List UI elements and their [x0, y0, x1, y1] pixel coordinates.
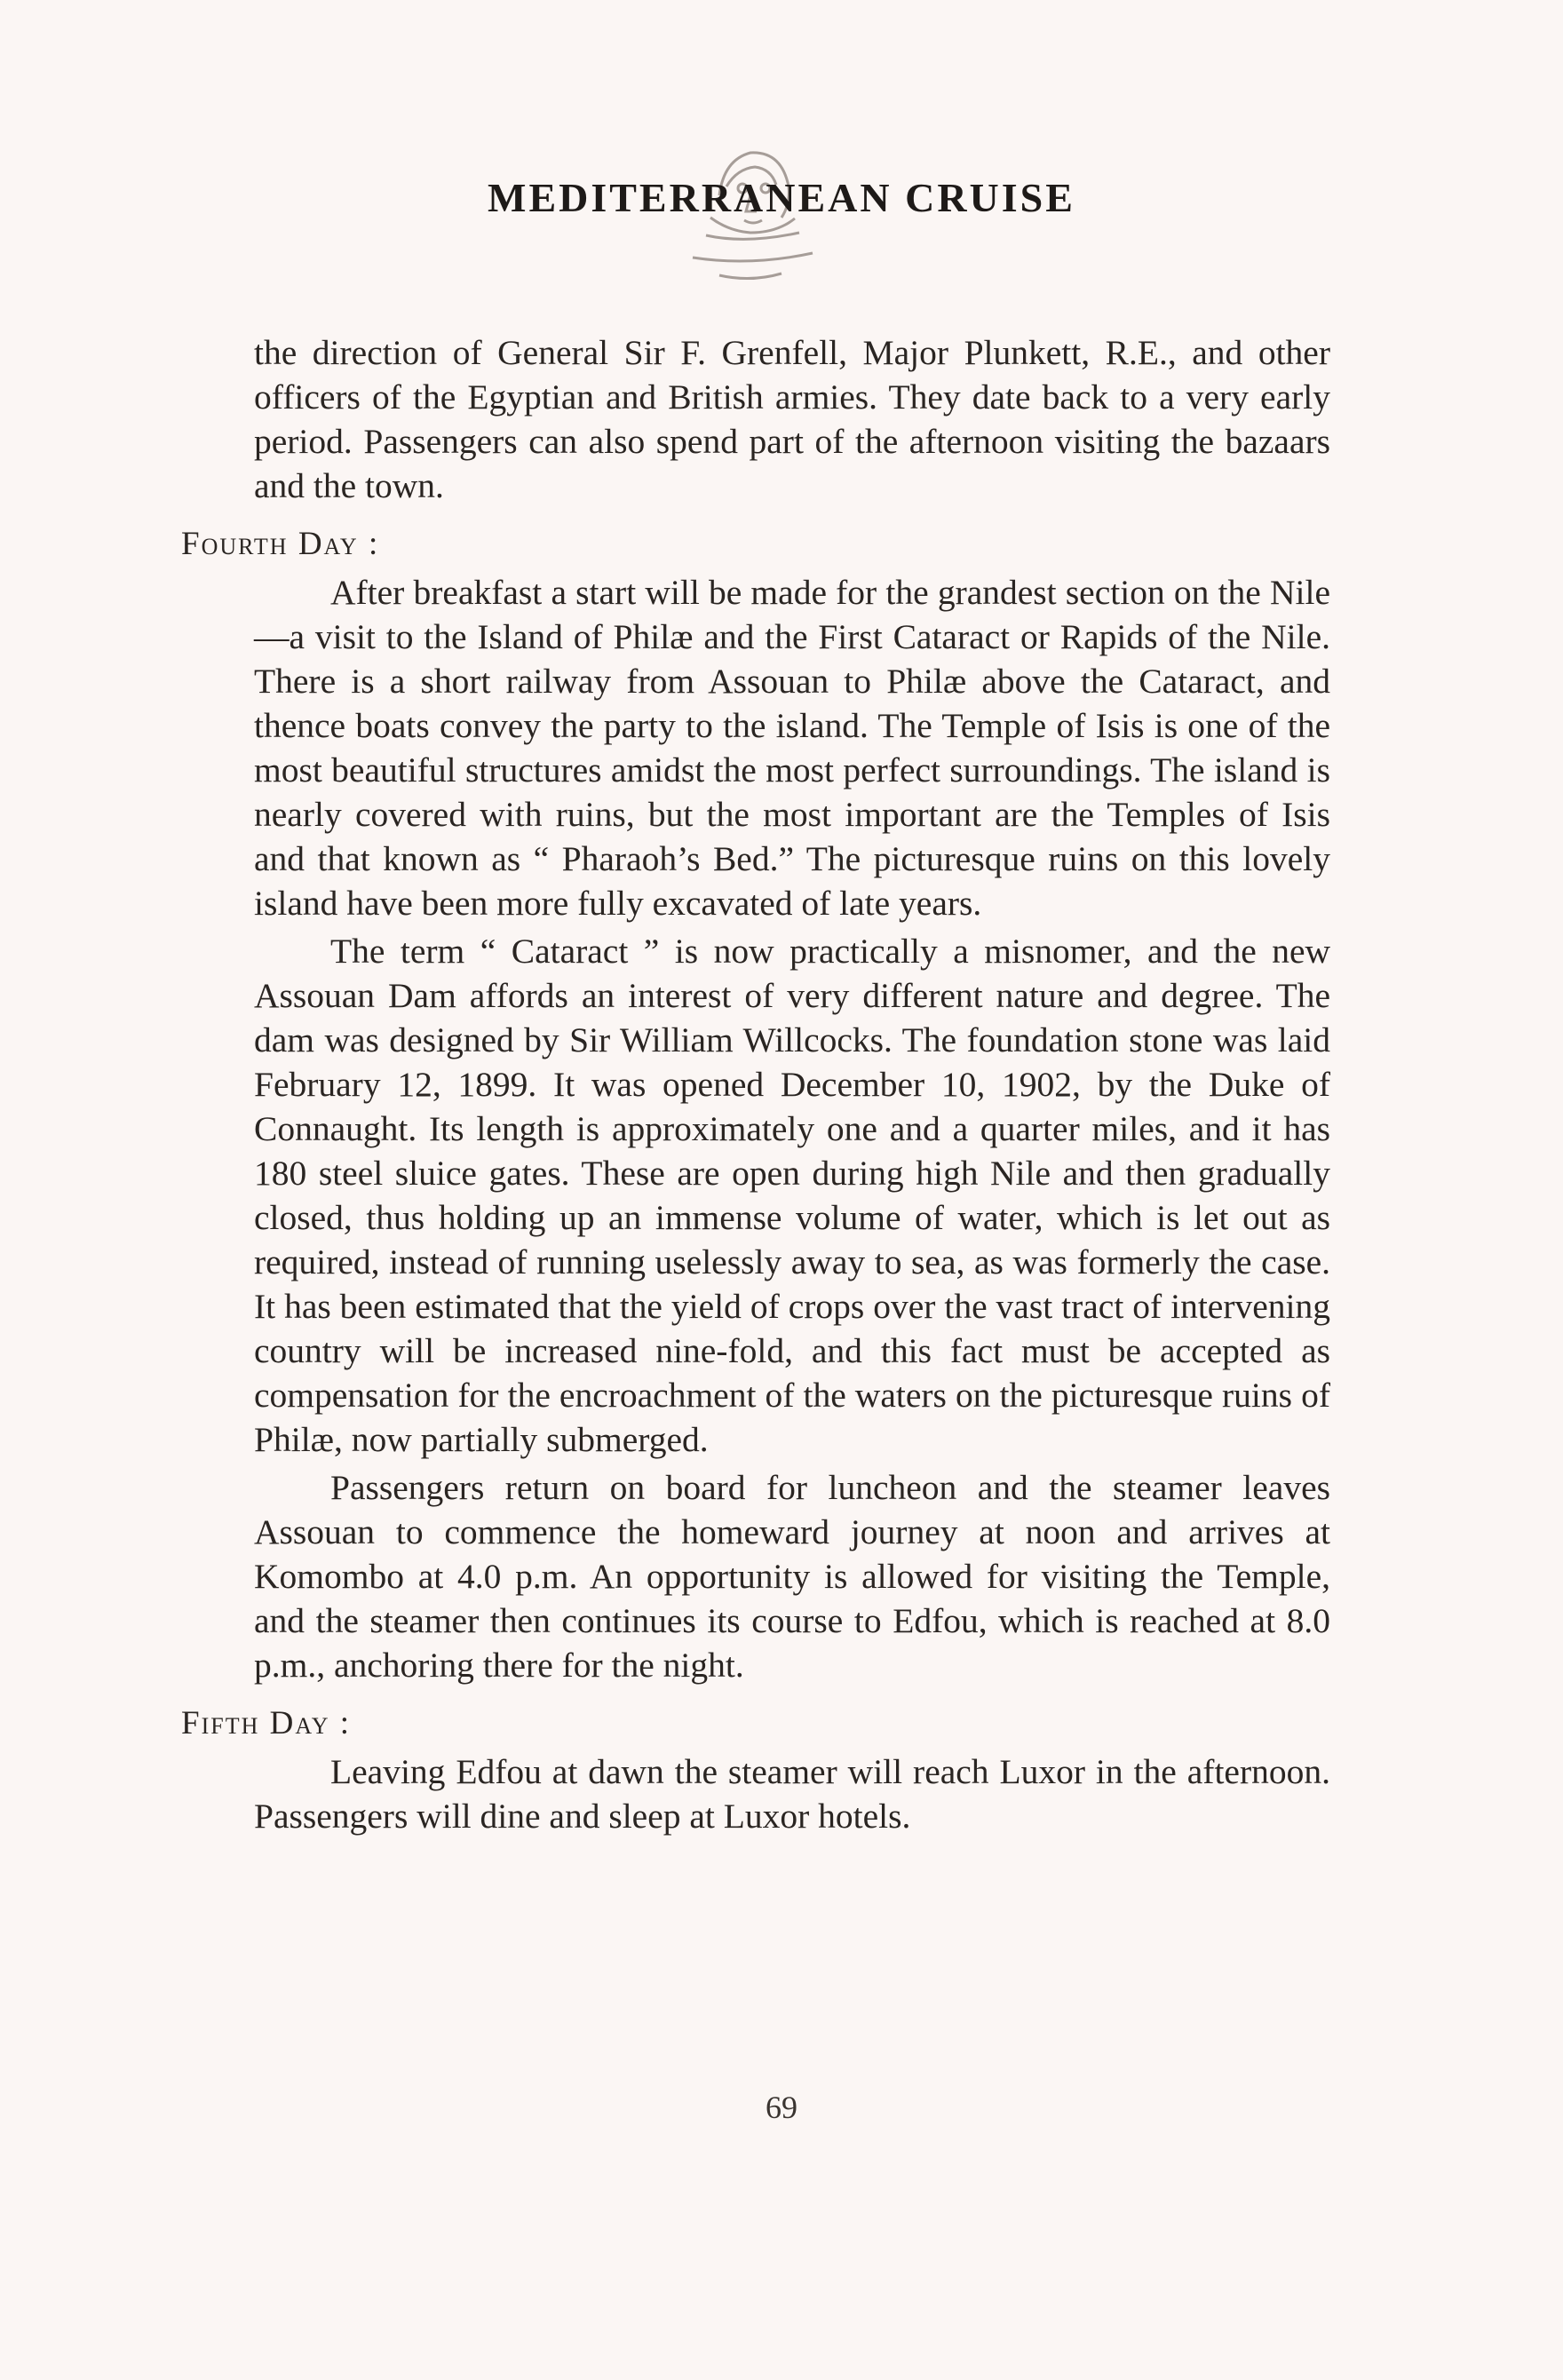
fifth-day-paragraph-1: Leaving Edfou at dawn the steamer will reach Luxor in the afternoon. Passengers will dine and sleep at Luxor hotels.	[254, 1752, 1330, 1836]
running-head: MEDITERRANEAN CRUISE	[488, 175, 1075, 220]
fifth-day-heading: Fifth Day :	[181, 1705, 352, 1741]
page-number: 69	[766, 2090, 797, 2125]
fourth-day-paragraph-2: The term “ Cataract ” is now practically a misnomer, and the new Assouan Dam affords an interest of very different nature and degree. The dam was designed by Sir William Willcocks. The foundation stone was laid February 12, 1899. It was opened December 10, 1902, by the Duke of Connaught. Its length is approximately one and a quarter miles, and it has 180 steel sluice gates. These are open during high Nile and then gradually closed, thus holding up an immense volume of water, which is let out as required, instead of running uselessly away to sea, as was formerly the case. It has been estimated that the yield of crops over the vast tract of intervening country will be increased nine-fold, and this fact must be accepted as compensation for the encroachment of the waters on the picturesque ruins of Philæ, now partially submerged.	[254, 932, 1330, 1459]
page-body	[181, 330, 1330, 1842]
fourth-day-heading: Fourth Day :	[181, 526, 380, 562]
fourth-day-paragraph-1: After breakfast a start will be made for the grandest section on the Nile—a visit to the Island of Philæ and the First Cataract or Rapids of the Nile. There is a short railway from Assouan to Philæ above the Cataract, and thence boats convey the party to the island. The Temple of Isis is one of the most beautiful structures amidst the most perfect surroundings. The island is nearly covered with ruins, but the most important are the Temples of Isis and that known as “ Pharaoh’s Bed.” The picturesque ruins on this lovely island have been more fully excavated of late years.	[254, 573, 1330, 923]
fourth-day-paragraph-3: Passengers return on board for luncheon and the steamer leaves Assouan to commence the homeward journey at noon and arrives at Komombo at 4.0 p.m. An opportunity is allowed for visiting the Temple, and the steamer then continues its course to Edfou, which is reached at 8.0 p.m., anchoring there for the night.	[254, 1468, 1330, 1685]
page-header	[0, 115, 1563, 293]
intro-paragraph: the direction of General Sir F. Grenfell, Major Plunkett, R.E., and other officers of the Egyptian and British armies. They date back to a very early period. Passengers can also spend part of the afternoon visiting the bazaars and the town.	[254, 333, 1330, 505]
